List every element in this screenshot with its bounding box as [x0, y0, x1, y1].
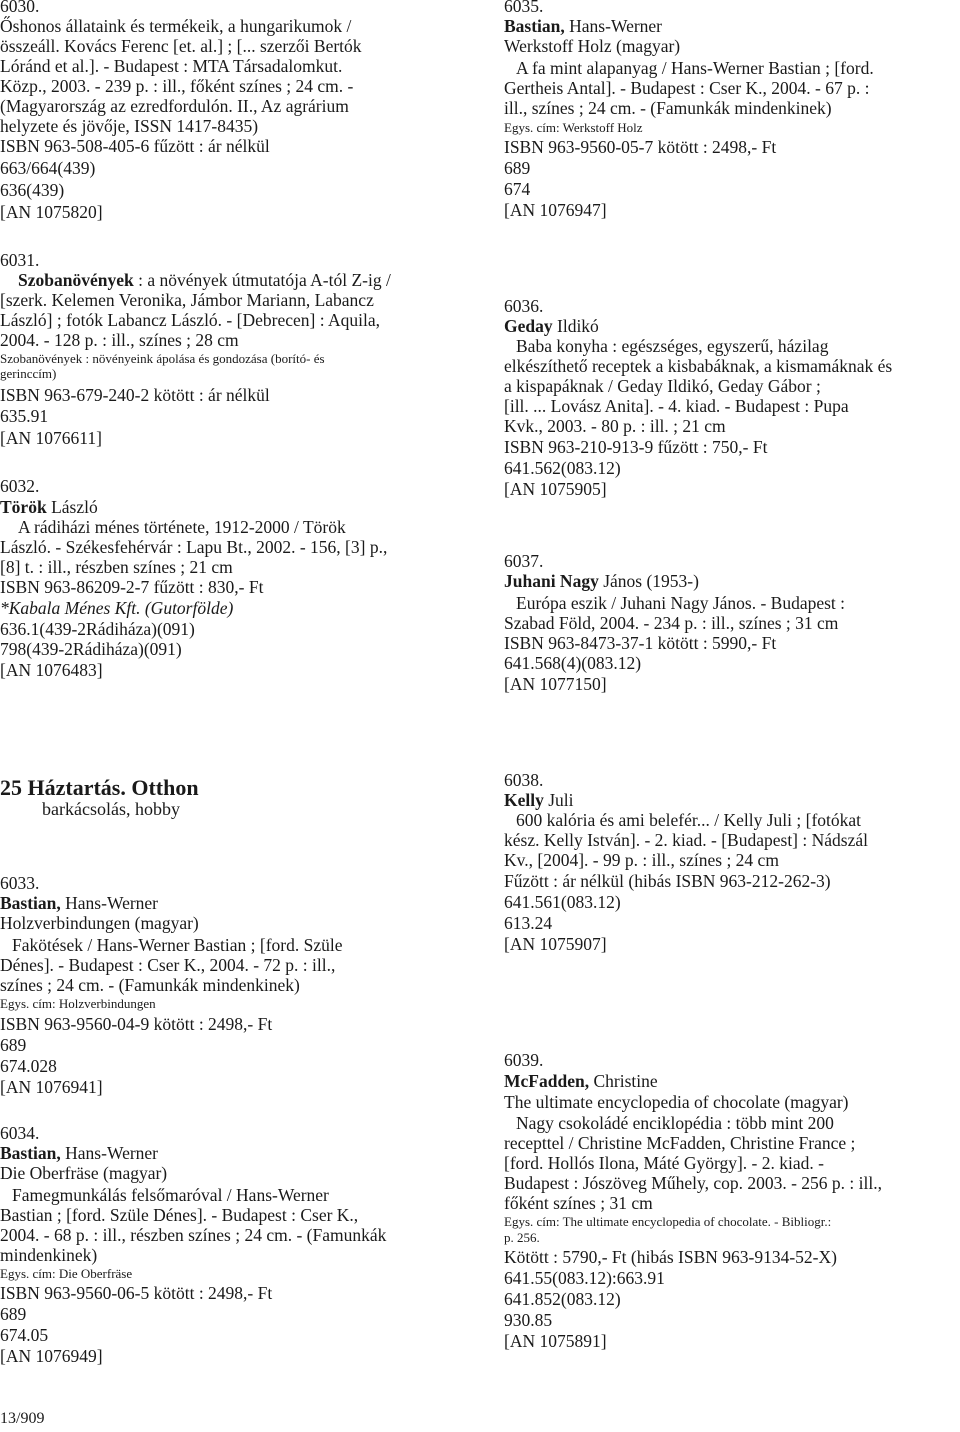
title-line: helyzete és jövője, ISSN 1417-8435) — [0, 116, 259, 136]
udc-code: 689 — [0, 1304, 27, 1324]
author-rest: Hans-Werner — [60, 1143, 159, 1163]
author-line — [504, 571, 699, 591]
title-line: mindenkinek) — [0, 1245, 98, 1265]
udc-code: 798(439-2Rádiháza)(091) — [0, 639, 182, 659]
title-line: Bastian ; [ford. Szüle Dénes]. - Budapest : Cser K., — [0, 1205, 359, 1225]
title-line: elkészíthető receptek a kisbabáknak, a kismamáknak és — [504, 356, 893, 376]
title-line: László] ; fotók Labancz László. - [Debrecen] : Aquila, — [0, 310, 380, 330]
author-bold: Bastian, — [504, 16, 565, 36]
udc-code: 689 — [504, 158, 531, 178]
title-line: Dénes]. - Budapest : Cser K., 2004. - 72 p. : ill., — [0, 955, 336, 975]
isbn-line: ISBN 963-9560-04-9 kötött : 2498,- Ft — [0, 1014, 273, 1034]
entry-number: 6033. — [0, 873, 40, 893]
page-number: 13/909 — [0, 1410, 45, 1427]
note-line: Egys. cím: Holzverbindungen — [0, 996, 156, 1011]
title-line: Nagy csokoládé enciklopédia : több mint 200 — [516, 1113, 834, 1133]
title-line: kész. Kelly István]. - 2. kiad. - [Budapest] : Nádszál — [504, 830, 868, 850]
title-line: Baba konyha : egészséges, egyszerű, házilag — [516, 336, 829, 356]
entry-number: 6039. — [504, 1050, 544, 1070]
author-rest: László — [46, 497, 98, 517]
isbn-line: ISBN 963-9560-05-7 kötött : 2498,- Ft — [504, 137, 777, 157]
title-line: A rádiházi ménes története, 1912-2000 / Török — [18, 517, 346, 537]
title-line: A fa mint alapanyag / Hans-Werner Bastian ; [ford. — [516, 58, 874, 78]
author-line — [0, 497, 98, 517]
section-subtitle: barkácsolás, hobby — [42, 799, 180, 819]
an-number: [AN 1076941] — [0, 1077, 103, 1097]
udc-code: 674 — [504, 179, 531, 199]
title-line: 2004. - 128 p. : ill., színes ; 28 cm — [0, 330, 239, 350]
title-line: recepttel / Christine McFadden, Christine France ; — [504, 1133, 856, 1153]
an-number: [AN 1076611] — [0, 428, 102, 448]
title-line: főként színes ; 31 cm — [504, 1193, 653, 1213]
udc-code: 930.85 — [504, 1310, 553, 1330]
title-line: Lóránd et al.]. - Budapest : MTA Társadalomkut. — [0, 56, 343, 76]
author-bold: McFadden, — [504, 1071, 590, 1091]
note-line: gerinccím) — [0, 366, 57, 381]
author-line — [0, 1143, 158, 1163]
original-title: Werkstoff Holz (magyar) — [504, 36, 681, 56]
title-line: (Magyarország az ezredfordulón. II., Az agrárium — [0, 96, 349, 116]
udc-code: 641.568(4)(083.12) — [504, 653, 642, 673]
note-line: Szobanövények : növényeink ápolása és gondozása (borító- és — [0, 351, 325, 366]
an-number: [AN 1076483] — [0, 660, 103, 680]
author-line — [504, 16, 662, 36]
isbn-line: ISBN 963-8473-37-1 kötött : 5990,- Ft — [504, 633, 777, 653]
udc-code: 636.1(439-2Rádiháza)(091) — [0, 619, 195, 639]
author-bold: Geday — [504, 316, 553, 336]
entry-number: 6038. — [504, 770, 544, 790]
author-rest: Ildikó — [552, 316, 599, 336]
title-line: Őshonos állataink és termékeik, a hungarikumok / — [0, 16, 352, 36]
original-title: Die Oberfräse (magyar) — [0, 1163, 168, 1183]
title-line: [8] t. : ill., részben színes ; 21 cm — [0, 557, 233, 577]
udc-code: 663/664(439) — [0, 158, 96, 178]
entry-number: 6031. — [0, 250, 40, 270]
author-bold: Kelly — [504, 790, 544, 810]
isbn-line: ISBN 963-508-405-6 fűzött : ár nélkül — [0, 136, 270, 156]
author-rest: Christine — [589, 1071, 658, 1091]
title-line: Kvk., 2003. - 80 p. : ill. ; 21 cm — [504, 416, 726, 436]
udc-code: 674.05 — [0, 1325, 49, 1345]
isbn-line: Fűzött : ár nélkül (hibás ISBN 963-212-262-3) — [504, 871, 831, 891]
udc-code: 636(439) — [0, 180, 65, 200]
isbn-line: ISBN 963-9560-06-5 kötött : 2498,- Ft — [0, 1283, 273, 1303]
udc-code: 641.562(083.12) — [504, 458, 621, 478]
udc-code: 641.55(083.12):663.91 — [504, 1268, 665, 1288]
title-line: Európa eszik / Juhani Nagy János. - Budapest : — [516, 593, 846, 613]
udc-code: 641.561(083.12) — [504, 892, 621, 912]
entry-number: 6032. — [0, 476, 40, 496]
title-line: Közp., 2003. - 239 p. : ill., főként színes ; 24 cm. - — [0, 76, 354, 96]
title-line: Budapest : Jószöveg Műhely, cop. 2003. - 256 p. : ill., — [504, 1173, 882, 1193]
entry-number: 6030. — [0, 0, 40, 16]
title-line: 2004. - 68 p. : ill., részben színes ; 24 cm. - (Famunkák — [0, 1225, 387, 1245]
title-line: [szerk. Kelemen Veronika, Jámbor Mariann, Labancz — [0, 290, 374, 310]
author-line — [504, 316, 599, 336]
author-bold: Bastian, — [0, 893, 61, 913]
an-number: [AN 1075891] — [504, 1331, 607, 1351]
isbn-line: ISBN 963-679-240-2 kötött : ár nélkül — [0, 385, 270, 405]
title-rest: : a növények útmutatója A-tól Z-ig / — [133, 270, 391, 290]
title-line: László. - Székesfehérvár : Lapu Bt., 2002. - 156, [3] p., — [0, 537, 388, 557]
author-line — [0, 893, 158, 913]
entry-number: 6037. — [504, 551, 544, 571]
original-title: Holzverbindungen (magyar) — [0, 913, 199, 933]
udc-code: 641.852(083.12) — [504, 1289, 621, 1309]
title-line: színes ; 24 cm. - (Famunkák mindenkinek) — [0, 975, 300, 995]
udc-code: 674.028 — [0, 1056, 57, 1076]
udc-code: 635.91 — [0, 406, 49, 426]
isbn-line: ISBN 963-210-913-9 fűzött : 750,- Ft — [504, 437, 768, 457]
author-bold: Juhani Nagy — [504, 571, 599, 591]
isbn-line: Kötött : 5790,- Ft (hibás ISBN 963-9134-52-X) — [504, 1247, 837, 1267]
author-rest: Hans-Werner — [564, 16, 663, 36]
udc-code: 613.24 — [504, 913, 553, 933]
author-line — [504, 1071, 658, 1091]
udc-code: 689 — [0, 1035, 27, 1055]
an-number: [AN 1076949] — [0, 1346, 103, 1366]
an-number: [AN 1075820] — [0, 202, 103, 222]
an-number: [AN 1076947] — [504, 200, 607, 220]
entry-number: 6036. — [504, 296, 544, 316]
title-line: Kv., [2004]. - 99 p. : ill., színes ; 24 cm — [504, 850, 779, 870]
an-number: [AN 1075905] — [504, 479, 607, 499]
title-line: Famegmunkálás felsőmaróval / Hans-Werner — [12, 1185, 329, 1205]
title-line: összeáll. Kovács Ferenc [et. al.] ; [... szerzői Bertók — [0, 36, 362, 56]
holder-line: *Kabala Ménes Kft. (Gutorfölde) — [0, 598, 234, 618]
title-line: [ill. ... Lovász Anita]. - 4. kiad. - Budapest : Pupa — [504, 396, 849, 416]
note-line: Egys. cím: Werkstoff Holz — [504, 120, 643, 135]
author-bold: Török — [0, 497, 47, 517]
title-line: ill., színes ; 24 cm. - (Famunkák mindenkinek) — [504, 98, 832, 118]
title-line: 600 kalória és ami belefér... / Kelly Juli ; [fotókat — [516, 810, 862, 830]
author-rest: Juli — [543, 790, 574, 810]
entry-number: 6034. — [0, 1123, 40, 1143]
title-line: a kispapáknak / Geday Ildikó, Geday Gábor ; — [504, 376, 821, 396]
title-line — [18, 270, 391, 290]
original-title: The ultimate encyclopedia of chocolate (magyar) — [504, 1092, 849, 1112]
note-line: p. 256. — [504, 1230, 540, 1245]
author-line — [504, 790, 574, 810]
author-bold: Bastian, — [0, 1143, 61, 1163]
note-line: Egys. cím: The ultimate encyclopedia of chocolate. - Bibliogr.: — [504, 1214, 832, 1229]
title-line: Gertheis Antal]. - Budapest : Cser K., 2004. - 67 p. : — [504, 78, 870, 98]
author-rest: János (1953-) — [598, 571, 699, 591]
title-line: Fakötések / Hans-Werner Bastian ; [ford. Szüle — [12, 935, 343, 955]
isbn-line: ISBN 963-86209-2-7 fűzött : 830,- Ft — [0, 577, 264, 597]
note-line: Egys. cím: Die Oberfräse — [0, 1266, 133, 1281]
an-number: [AN 1075907] — [504, 934, 607, 954]
title-line: [ford. Hollós Ilona, Máté György]. - 2. kiad. - — [504, 1153, 824, 1173]
author-rest: Hans-Werner — [60, 893, 159, 913]
title-bold: Szobanövények — [18, 270, 134, 290]
entry-number: 6035. — [504, 0, 544, 16]
an-number: [AN 1077150] — [504, 674, 607, 694]
section-title: 25 Háztartás. Otthon — [0, 775, 199, 800]
title-line: Szabad Föld, 2004. - 234 p. : ill., színes ; 31 cm — [504, 613, 839, 633]
